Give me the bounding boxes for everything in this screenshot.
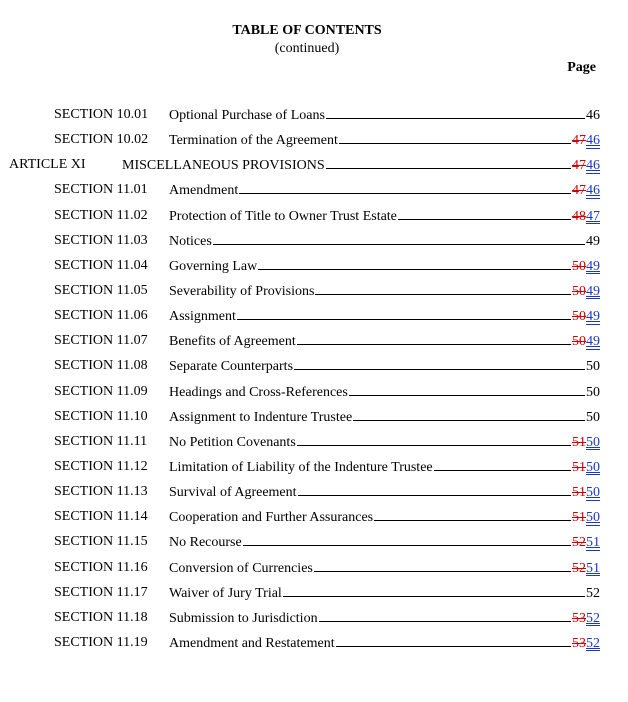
- leader-line: [326, 155, 571, 169]
- toc-section-row: [0, 457, 628, 482]
- toc-entry-title: Termination of the Agreement: [169, 133, 338, 149]
- page-number: 50: [586, 359, 600, 375]
- toc-entry-label: SECTION 11.06: [54, 308, 148, 324]
- toc-entry-title: Amendment: [169, 183, 239, 199]
- leader-line: [434, 457, 571, 471]
- toc-section-row: [0, 432, 628, 457]
- inserted-page-number: 50: [586, 485, 600, 501]
- toc-entry-line: [169, 633, 600, 654]
- inserted-page-number: 49: [586, 258, 600, 274]
- toc-section-row: [0, 331, 628, 356]
- inserted-page-number: 49: [586, 309, 600, 325]
- toc-section-row: [0, 180, 628, 205]
- deleted-page-number: 51: [572, 485, 586, 501]
- deleted-page-number: 50: [572, 283, 586, 299]
- leader-line: [258, 256, 571, 270]
- toc-page-number: [586, 357, 600, 377]
- inserted-page-number: 50: [586, 434, 600, 450]
- inserted-page-number: 46: [586, 183, 600, 199]
- inserted-page-number: 50: [586, 510, 600, 526]
- inserted-page-number: 52: [586, 635, 600, 651]
- toc-entry-line: [169, 382, 600, 403]
- toc-entry-line: [169, 180, 600, 201]
- deleted-page-number: 48: [572, 208, 586, 224]
- toc-entries: [0, 105, 628, 658]
- inserted-page-number: 46: [586, 158, 600, 174]
- deleted-page-number: 51: [572, 510, 586, 526]
- toc-page-number: [572, 559, 600, 579]
- toc-entry-line: [169, 432, 600, 453]
- leader-line: [283, 583, 585, 597]
- toc-title: TABLE OF CONTENTS: [232, 23, 382, 38]
- leader-line: [243, 532, 571, 546]
- deleted-page-number: 51: [572, 459, 586, 475]
- leader-line: [336, 633, 571, 647]
- toc-section-row: [0, 231, 628, 256]
- toc-page-number: [572, 307, 600, 327]
- toc-entry-title: Governing Law: [169, 258, 258, 274]
- leader-line: [237, 306, 571, 320]
- toc-entry-line: [169, 130, 600, 151]
- toc-page-number: [572, 483, 600, 503]
- inserted-page-number: 52: [586, 610, 600, 626]
- toc-page-number: [586, 383, 600, 403]
- toc-entry-label: SECTION 11.19: [54, 634, 148, 650]
- leader-line: [339, 130, 571, 144]
- toc-entry-label: ARTICLE XI: [9, 157, 86, 173]
- toc-entry-label: SECTION 11.17: [54, 584, 148, 600]
- toc-entry-line: [169, 256, 600, 277]
- toc-section-row: [0, 558, 628, 583]
- toc-section-row: [0, 507, 628, 532]
- toc-entry-label: SECTION 11.04: [54, 257, 148, 273]
- leader-line: [239, 180, 571, 194]
- leader-line: [398, 206, 571, 220]
- toc-entry-title: No Petition Covenants: [169, 434, 296, 450]
- deleted-page-number: 47: [572, 133, 586, 149]
- leader-line: [326, 105, 585, 119]
- toc-entry-title: Submission to Jurisdiction: [169, 610, 318, 626]
- toc-page-number: [572, 207, 600, 227]
- inserted-page-number: 46: [586, 133, 600, 149]
- toc-section-row: [0, 407, 628, 432]
- toc-entry-line: [169, 457, 600, 478]
- leader-line: [297, 331, 571, 345]
- toc-entry-title: Waiver of Jury Trial: [169, 585, 282, 601]
- toc-entry-line: [169, 331, 600, 352]
- inserted-page-number: 51: [586, 560, 600, 576]
- deleted-page-number: 53: [572, 635, 586, 651]
- toc-entry-line: [169, 407, 600, 428]
- toc-entry-label: SECTION 11.03: [54, 232, 148, 248]
- inserted-page-number: 50: [586, 459, 600, 475]
- toc-entry-title: Headings and Cross-References: [169, 384, 348, 400]
- toc-entry-title: Severability of Provisions: [169, 283, 315, 299]
- leader-line: [319, 608, 571, 622]
- deleted-page-number: 50: [572, 334, 586, 350]
- inserted-page-number: 49: [586, 283, 600, 299]
- toc-page-number: [572, 181, 600, 201]
- page-column-header: Page: [567, 60, 596, 75]
- page-number: 50: [586, 409, 600, 425]
- leader-line: [213, 231, 585, 245]
- leader-line: [314, 558, 571, 572]
- toc-entry-title: Separate Counterparts: [169, 359, 294, 375]
- toc-page-number: [572, 131, 600, 151]
- leader-line: [349, 382, 585, 396]
- toc-page-number: [572, 609, 600, 629]
- toc-entry-title: Protection of Title to Owner Trust Estate: [169, 208, 397, 224]
- leader-line: [315, 281, 571, 295]
- leader-line: [374, 507, 571, 521]
- toc-page-number: [586, 106, 600, 126]
- leader-line: [298, 482, 571, 496]
- toc-entry-title: MISCELLANEOUS PROVISIONS: [122, 158, 325, 174]
- toc-page-number: [586, 584, 600, 604]
- toc-entry-title: Survival of Agreement: [169, 485, 297, 501]
- toc-entry-line: [169, 583, 600, 604]
- toc-entry-line: [169, 558, 600, 579]
- deleted-page-number: 53: [572, 610, 586, 626]
- toc-entry-title: Assignment to Indenture Trustee: [169, 409, 353, 425]
- toc-entry-line: [169, 206, 600, 227]
- toc-entry-title: Amendment and Restatement: [169, 635, 335, 651]
- inserted-page-number: 51: [586, 535, 600, 551]
- toc-page-number: [572, 634, 600, 654]
- toc-entry-line: [169, 608, 600, 629]
- toc-page-number: [572, 508, 600, 528]
- deleted-page-number: 50: [572, 258, 586, 274]
- toc-entry-line: [169, 231, 600, 252]
- deleted-page-number: 50: [572, 309, 586, 325]
- toc-entry-label: SECTION 10.01: [54, 107, 149, 122]
- toc-entry-label: SECTION 10.02: [54, 132, 149, 148]
- toc-section-row: [0, 482, 628, 507]
- toc-entry-line: [169, 306, 600, 327]
- toc-page-number: [572, 156, 600, 176]
- toc-entry-line: [169, 105, 600, 126]
- toc-section-row: [0, 256, 628, 281]
- deleted-page-number: 52: [572, 535, 586, 551]
- toc-entry-label: SECTION 11.07: [54, 333, 148, 349]
- toc-entry-title: Benefits of Agreement: [169, 334, 296, 350]
- toc-entry-title: Notices: [169, 233, 212, 249]
- deleted-page-number: 47: [572, 183, 586, 199]
- toc-entry-label: SECTION 11.02: [54, 207, 148, 223]
- toc-entry-title: Limitation of Liability of the Indenture Trustee: [169, 459, 433, 475]
- leader-line: [297, 432, 571, 446]
- toc-entry-title: Optional Purchase of Loans: [169, 108, 325, 123]
- toc-entry-line: [169, 482, 600, 503]
- toc-entry-title: Assignment: [169, 309, 236, 325]
- toc-entry-line: [169, 507, 600, 528]
- page-number: 49: [586, 233, 600, 249]
- toc-section-row: [0, 105, 628, 130]
- toc-article-row: [0, 155, 628, 180]
- toc-section-row: [0, 633, 628, 658]
- toc-page-number: [572, 533, 600, 553]
- toc-entry-label: SECTION 11.13: [54, 484, 148, 500]
- toc-entry-line: [122, 155, 600, 176]
- toc-section-row: [0, 382, 628, 407]
- toc-entry-label: SECTION 11.10: [54, 408, 148, 424]
- toc-entry-line: [169, 532, 600, 553]
- toc-entry-label: SECTION 11.05: [54, 282, 148, 298]
- toc-page-number: [586, 232, 600, 252]
- toc-entry-title: Cooperation and Further Assurances: [169, 510, 374, 526]
- toc-page-number: [572, 458, 600, 478]
- toc-page-number: [572, 332, 600, 352]
- toc-entry-label: SECTION 11.09: [54, 383, 148, 399]
- toc-entry-label: SECTION 11.18: [54, 609, 148, 625]
- page-number: 52: [586, 585, 600, 601]
- toc-section-row: [0, 130, 628, 155]
- toc-entry-title: No Recourse: [169, 535, 242, 551]
- toc-section-row: [0, 583, 628, 608]
- toc-section-row: [0, 206, 628, 231]
- toc-entry-label: SECTION 11.12: [54, 458, 148, 474]
- deleted-page-number: 52: [572, 560, 586, 576]
- leader-line: [294, 356, 585, 370]
- inserted-page-number: 47: [586, 208, 600, 224]
- toc-entry-label: SECTION 11.16: [54, 559, 148, 575]
- deleted-page-number: 47: [572, 158, 586, 174]
- toc-section-row: [0, 281, 628, 306]
- inserted-page-number: 49: [586, 334, 600, 350]
- toc-page-number: [586, 408, 600, 428]
- page-number: 50: [586, 384, 600, 400]
- toc-entry-title: Conversion of Currencies: [169, 560, 313, 576]
- toc-entry-label: SECTION 11.11: [54, 433, 148, 449]
- toc-page-number: [572, 282, 600, 302]
- toc-entry-label: SECTION 11.08: [54, 358, 148, 374]
- toc-page-number: [572, 433, 600, 453]
- toc-page-number: [572, 257, 600, 277]
- page-number: 46: [586, 108, 600, 123]
- toc-entry-label: SECTION 11.14: [54, 509, 148, 525]
- toc-section-row: [0, 532, 628, 557]
- toc-entry-line: [169, 281, 600, 302]
- toc-section-row: [0, 608, 628, 633]
- toc-entry-line: [169, 356, 600, 377]
- toc-entry-label: SECTION 11.01: [54, 182, 148, 198]
- deleted-page-number: 51: [572, 434, 586, 450]
- toc-entry-label: SECTION 11.15: [54, 534, 148, 550]
- toc-section-row: [0, 356, 628, 381]
- leader-line: [353, 407, 585, 421]
- toc-section-row: [0, 306, 628, 331]
- toc-subtitle: (continued): [274, 41, 340, 56]
